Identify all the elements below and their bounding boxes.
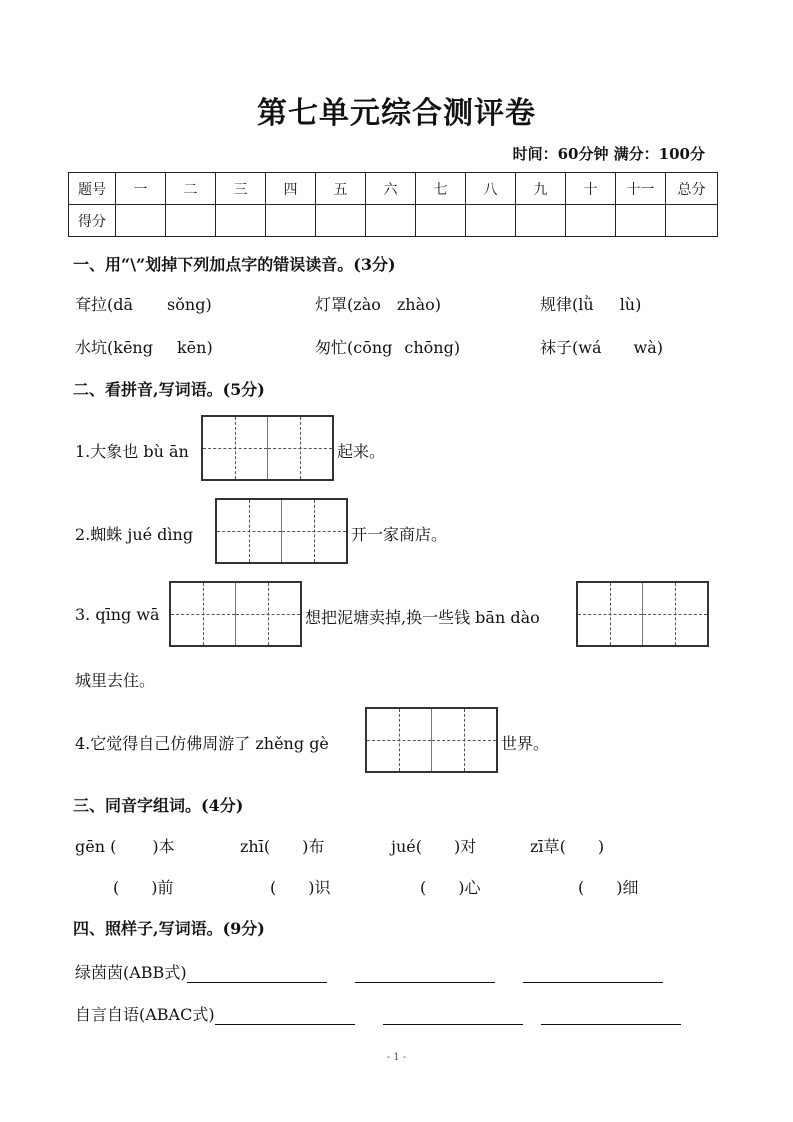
homophone-item: ( )前 [113,878,174,897]
reading-item: 规律(lǜ lù) [540,295,642,314]
column-header: 二 [166,173,216,205]
writing-grid[interactable] [576,581,709,647]
score-cell[interactable] [316,205,366,237]
header-label: 题号 [69,173,116,205]
question-3-middle: 想把泥塘卖掉,换一些钱 bān dào [305,608,540,627]
section-4-title: 四、照样子,写词语。(9分) [73,919,265,938]
score-label: 得分 [69,205,116,237]
reading-item: 匆忙(cōng chōng) [315,338,461,357]
section-1-title: 一、用“\”划掉下列加点字的错误读音。(3分) [73,255,396,274]
reading-item: 袜子(wá wà) [540,338,663,357]
answer-blank[interactable] [523,966,663,983]
question-2-suffix: 开一家商店。 [351,525,448,544]
score-cell[interactable] [466,205,516,237]
reading-item: 灯罩(zào zhào) [315,295,442,314]
score-cell[interactable] [266,205,316,237]
answer-blank[interactable] [187,966,327,983]
reading-item: 耷拉(dā sǒng) [75,295,212,314]
question-4-suffix: 世界。 [501,734,550,753]
column-header: 十一 [616,173,666,205]
homophone-item: ( )细 [578,878,639,897]
score-cell[interactable] [216,205,266,237]
answer-blank[interactable] [215,1008,355,1025]
score-cell[interactable] [166,205,216,237]
score-table [68,172,718,237]
column-header: 八 [466,173,516,205]
answer-blank[interactable] [383,1008,523,1025]
column-header: 六 [366,173,416,205]
column-header: 一 [116,173,166,205]
table-row [69,173,718,205]
score-cell[interactable] [566,205,616,237]
homophone-item: zhī( )布 [240,837,325,856]
score-cell[interactable] [616,205,666,237]
answer-blank[interactable] [355,966,495,983]
column-header: 十 [566,173,616,205]
question-4-text: 4.它觉得自己仿佛周游了 zhěng gè [75,734,329,753]
column-header: 四 [266,173,316,205]
section-3-title: 三、同音字组词。(4分) [73,796,244,815]
homophone-item: zī草( ) [530,837,605,856]
score-cell[interactable] [366,205,416,237]
score-cell[interactable] [516,205,566,237]
homophone-item: ( )心 [420,878,481,897]
score-cell[interactable] [416,205,466,237]
homophone-item: jué( )对 [391,837,477,856]
homophone-item: ( )识 [270,878,331,897]
page-title: 第七单元综合测评卷 [257,96,536,131]
column-header: 七 [416,173,466,205]
homophone-item: gēn ( )本 [75,837,175,856]
pattern-line-abb: 绿茵茵(ABB式) [75,960,663,983]
column-header: 五 [316,173,366,205]
table-row [69,205,718,237]
column-header: 九 [516,173,566,205]
writing-grid[interactable] [201,415,334,481]
question-1-suffix: 起来。 [337,442,386,461]
question-3-text: 3. qīng wā [75,605,160,624]
column-header: 总分 [666,173,718,205]
question-3-suffix: 城里去住。 [75,671,156,690]
reading-item: 水坑(kēng kēn) [75,338,213,357]
answer-blank[interactable] [541,1008,681,1025]
score-cell[interactable] [116,205,166,237]
pattern-line-abac: 自言自语(ABAC式) [75,1002,681,1025]
score-cell[interactable] [666,205,718,237]
writing-grid[interactable] [169,581,302,647]
writing-grid[interactable] [215,498,348,564]
page-number: - 1 - [386,1052,407,1063]
section-2-title: 二、看拼音,写词语。(5分) [73,380,265,399]
question-2-text: 2.蜘蛛 jué dìng [75,525,194,544]
question-1-text: 1.大象也 bù ān [75,442,189,461]
exam-meta: 时间：60分钟 满分：100分 [512,145,705,163]
column-header: 三 [216,173,266,205]
writing-grid[interactable] [365,707,498,773]
